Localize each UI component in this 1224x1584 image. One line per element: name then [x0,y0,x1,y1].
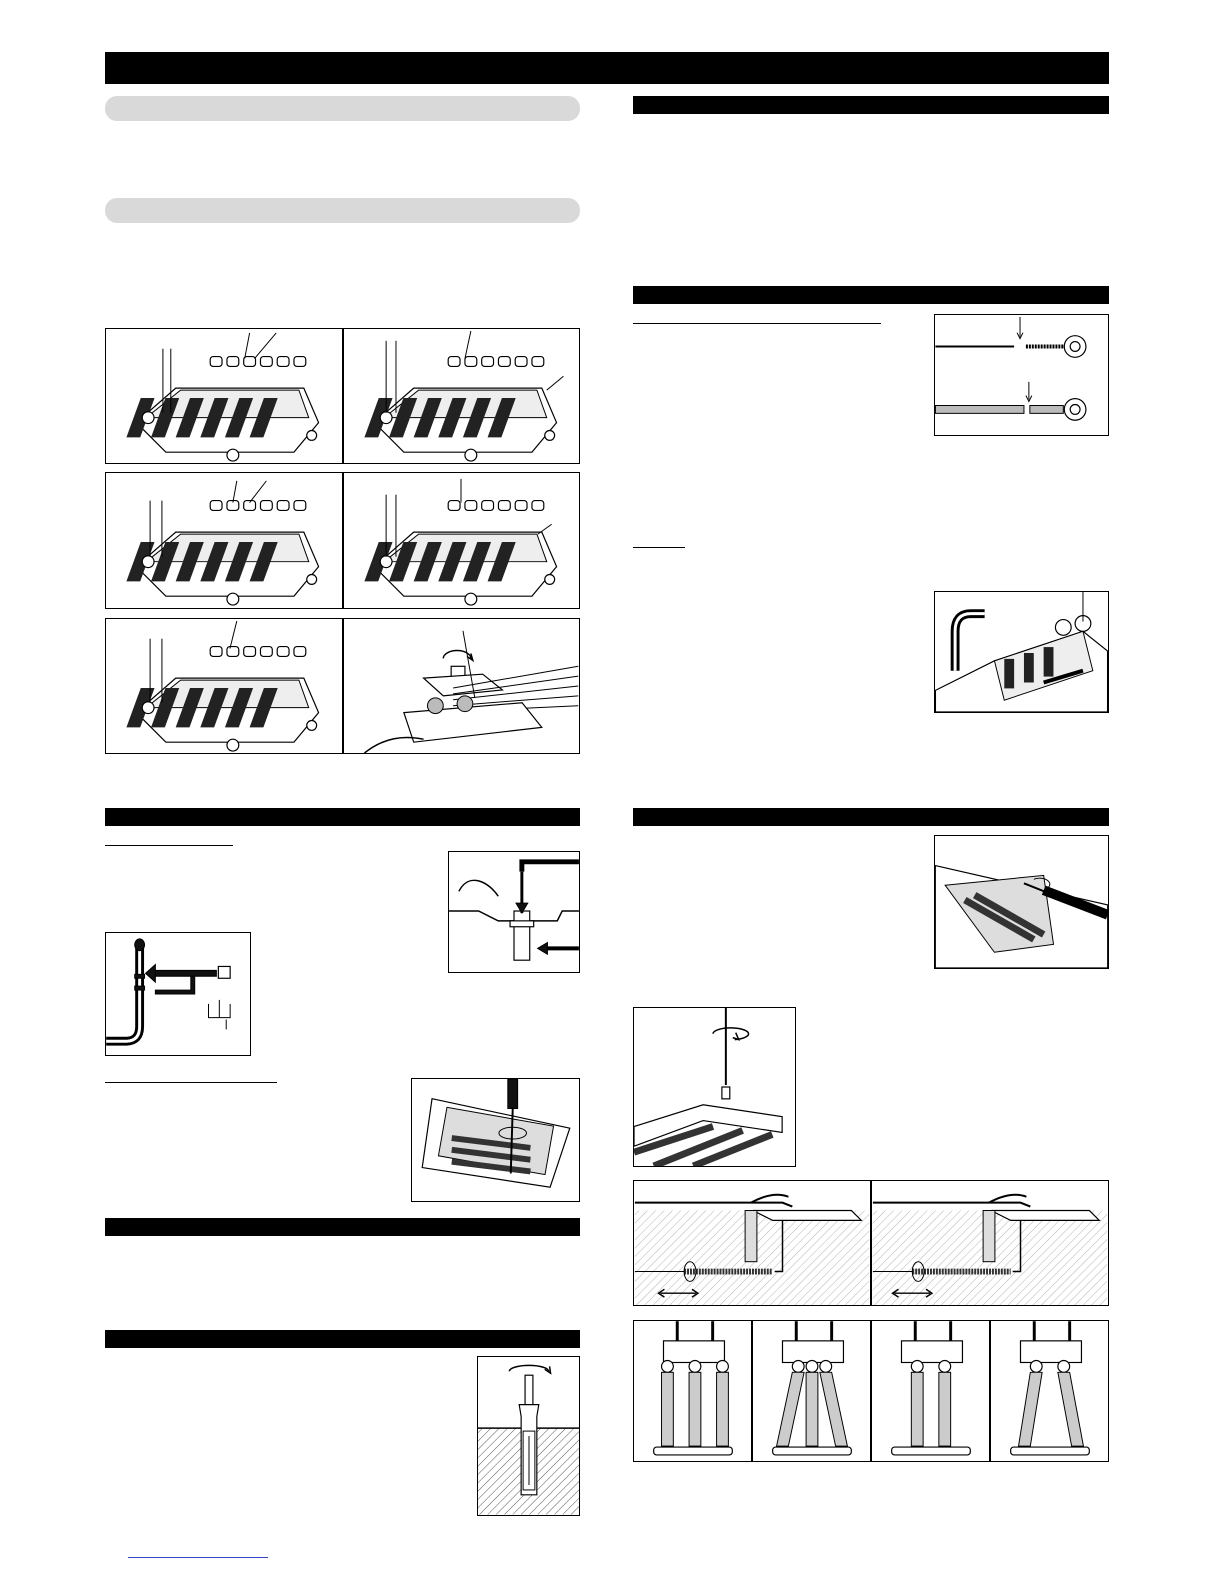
spring-config-2-parallel [871,1320,990,1462]
lock-nut-figure [343,618,580,754]
bridge-figure-2 [343,328,580,464]
section-bar-right-2 [633,286,1109,304]
tremolo-arm-figure [105,932,251,1056]
spring-config-2-angled [990,1320,1109,1462]
section-bar-left-3 [105,1330,580,1348]
footer-link-underline[interactable] [128,1557,268,1558]
subheading-underline-2 [105,1082,277,1083]
stud-height-figure [477,1356,580,1516]
subheading-underline-3 [633,323,881,324]
section-heading-pill-2 [105,198,580,223]
subheading-underline-4 [633,547,685,548]
bridge-figure-5 [105,618,343,754]
claw-screw-figure [633,1007,796,1167]
spring-config-3-parallel [633,1320,752,1462]
page-header-bar [105,52,1109,84]
section-heading-pill-1 [105,96,580,121]
bridge-figure-1 [105,328,343,464]
spring-tension-figure-1 [633,1180,871,1306]
spring-cavity-screwdriver-figure [411,1078,580,1202]
section-bar-right-1 [633,96,1109,114]
bridge-figure-3 [105,472,343,609]
spring-tension-figure-2 [871,1180,1109,1306]
bridge-figure-4 [343,472,580,609]
section-bar-left-2 [105,1218,580,1236]
section-bar-right-3 [633,808,1109,826]
string-loading-figure [934,591,1109,713]
string-cut-figure [934,314,1109,436]
spring-adjust-cavity-figure [934,835,1109,969]
section-bar-left-1 [105,808,580,826]
subheading-underline-1 [105,845,233,846]
spring-config-3-angled [752,1320,871,1462]
arm-insert-figure [448,851,580,973]
